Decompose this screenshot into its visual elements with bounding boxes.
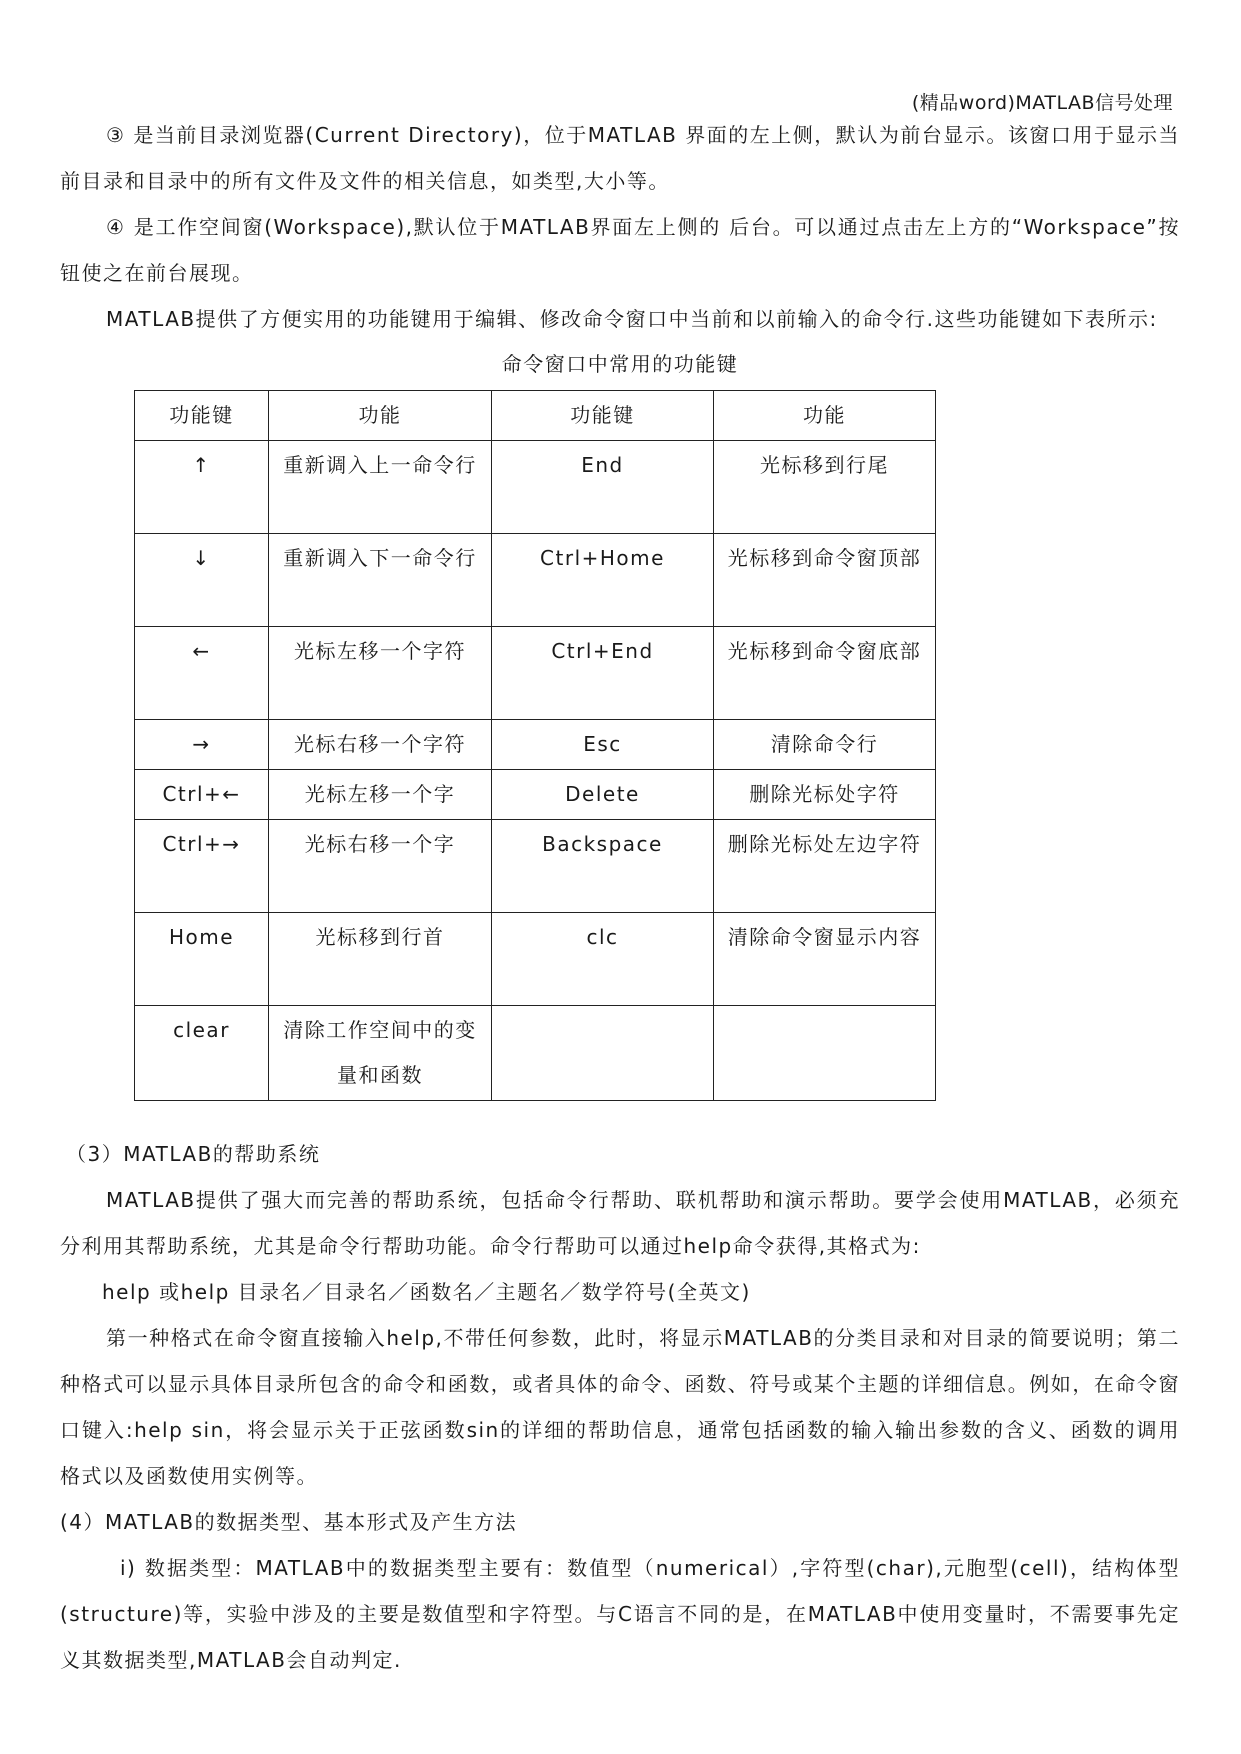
help-syntax-line: help 或help 目录名／目录名／函数名／主题名／数学符号(全英文) — [102, 1280, 751, 1304]
table-cell: 光标移到命令窗顶部 — [714, 534, 936, 627]
table-cell: 光标左移一个字 — [269, 770, 492, 820]
table-cell: 删除光标处字符 — [714, 770, 936, 820]
paragraph-help-usage: 第一种格式在命令窗直接输入help,不带任何参数，此时，将显示MATLAB的分类目录和对目录的简要说明；第二种格式可以显示具体目录所包含的命令和函数，或者具体的命令、函数、符号或某个主题的详细信息。例如，在命令窗口键入:help sin，将会显示关于正弦函数sin的详细的帮助信息，通常包括函数的输入输出参数的含义、函数的调用格式以及函数使用实例等。 — [60, 1326, 1180, 1488]
table-row — [135, 820, 936, 913]
table-cell: → — [135, 720, 269, 770]
table-cell: Ctrl+→ — [135, 820, 269, 913]
table-cell: Delete — [492, 770, 714, 820]
table-cell: Ctrl+Home — [492, 534, 714, 627]
table-header-cell: 功能键 — [492, 391, 714, 441]
table-cell: clear — [135, 1006, 269, 1101]
table-cell: ← — [135, 627, 269, 720]
table-header-row — [135, 391, 936, 441]
table-cell: ↑ — [135, 441, 269, 534]
table-cell: Ctrl+End — [492, 627, 714, 720]
table-row — [135, 770, 936, 820]
table-cell: 删除光标处左边字符 — [714, 820, 936, 913]
table-cell: 光标左移一个字符 — [269, 627, 492, 720]
table-cell — [714, 1006, 936, 1101]
paragraph-help-system: MATLAB提供了强大而完善的帮助系统，包括命令行帮助、联机帮助和演示帮助。要学会使用MATLAB，必须充分利用其帮助系统，尤其是命令行帮助功能。命令行帮助可以通过help命令获得,其格式为: — [60, 1188, 1180, 1258]
section-heading-data-types: (4）MATLAB的数据类型、基本形式及产生方法 — [60, 1510, 518, 1534]
table-row — [135, 534, 936, 627]
paragraph-current-directory: ③ 是当前目录浏览器(Current Directory)，位于MATLAB 界面的左上侧，默认为前台显示。该窗口用于显示当前目录和目录中的所有文件及文件的相关信息，如类型,大小等。 — [60, 123, 1180, 193]
table-cell: 光标右移一个字符 — [269, 720, 492, 770]
table-cell: 清除命令行 — [714, 720, 936, 770]
table-header-cell: 功能 — [714, 391, 936, 441]
table-cell: 重新调入下一命令行 — [269, 534, 492, 627]
table-cell: 光标移到行尾 — [714, 441, 936, 534]
table-cell — [492, 1006, 714, 1101]
document-body — [60, 112, 1180, 1683]
table-cell: 光标右移一个字 — [269, 820, 492, 913]
table-title: 命令窗口中常用的功能键 — [501, 352, 739, 376]
document-header: (精品word)MATLAB信号处理 — [911, 92, 1173, 114]
paragraph-data-types: i) 数据类型：MATLAB中的数据类型主要有：数值型（numerical）,字符型(char),元胞型(cell)，结构体型(structure)等，实验中涉及的主要是数值型和字符型。与C语言不同的是，在MATLAB中使用变量时，不需要事先定义其数据类型,MATLAB会自动判定. — [60, 1556, 1180, 1672]
paragraph-function-keys-intro: MATLAB提供了方便实用的功能键用于编辑、修改命令窗口中当前和以前输入的命令行.这些功能键如下表所示: — [106, 307, 1158, 331]
table-cell: End — [492, 441, 714, 534]
table-row — [135, 627, 936, 720]
table-cell: ↓ — [135, 534, 269, 627]
table-cell: Backspace — [492, 820, 714, 913]
table-cell: 光标移到命令窗底部 — [714, 627, 936, 720]
table-cell: Ctrl+← — [135, 770, 269, 820]
table-header-cell: 功能 — [269, 391, 492, 441]
paragraph-workspace: ④ 是工作空间窗(Workspace),默认位于MATLAB界面左上侧的 后台。可以通过点击左上方的“Workspace”按钮使之在前台展现。 — [60, 215, 1180, 285]
table-cell: 清除工作空间中的变量和函数 — [269, 1006, 492, 1101]
table-cell: Esc — [492, 720, 714, 770]
table-row — [135, 1006, 936, 1101]
section-heading-help-system: （3）MATLAB的帮助系统 — [66, 1142, 321, 1166]
table-cell: Home — [135, 913, 269, 1006]
function-key-table — [134, 390, 936, 1101]
table-cell: 清除命令窗显示内容 — [714, 913, 936, 1006]
table-cell: 重新调入上一命令行 — [269, 441, 492, 534]
table-row — [135, 441, 936, 534]
table-cell: 光标移到行首 — [269, 913, 492, 1006]
table-cell: clc — [492, 913, 714, 1006]
table-row — [135, 720, 936, 770]
table-header-cell: 功能键 — [135, 391, 269, 441]
table-row — [135, 913, 936, 1006]
